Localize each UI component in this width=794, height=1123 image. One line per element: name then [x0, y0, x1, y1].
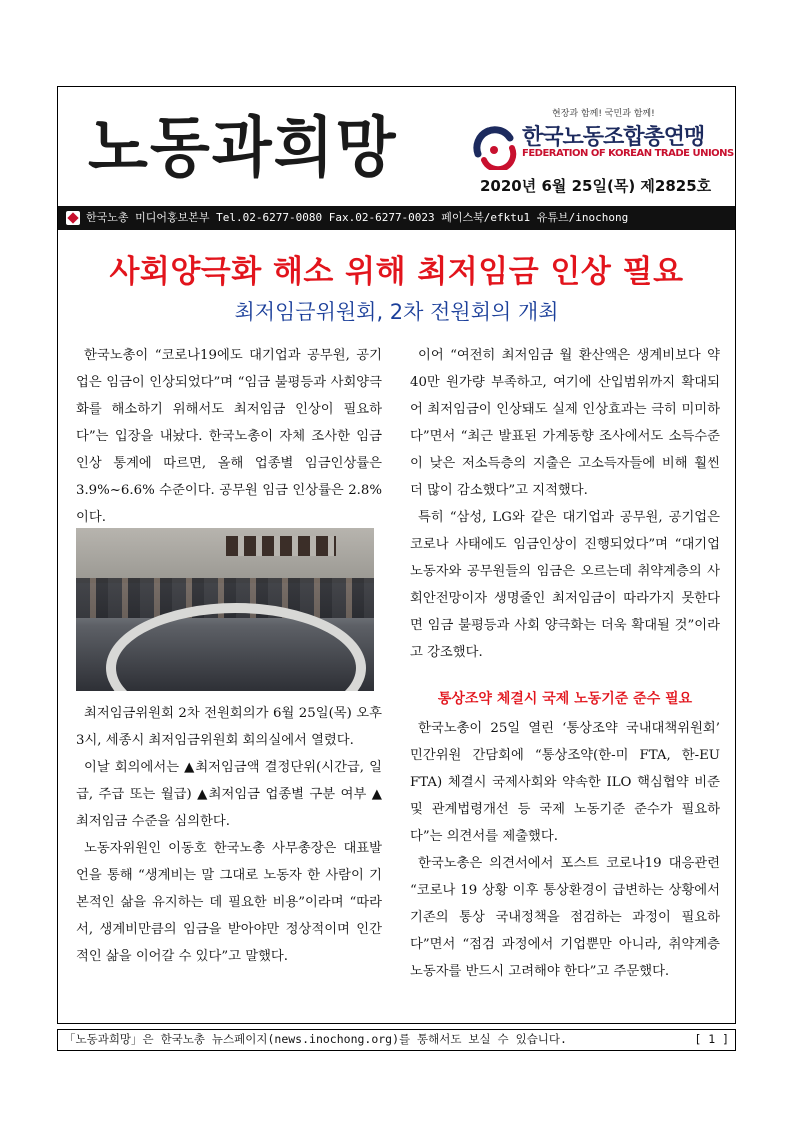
footer	[57, 1029, 736, 1051]
org-tagline: 현장과 함께! 국민과 함께!	[552, 109, 655, 119]
page-number: [ 1 ]	[694, 1032, 729, 1046]
footer-text: 「노동과희망」은 한국노총 뉴스페이지(news.inochong.org)를 통해서도 보실 수 있습니다.	[64, 1032, 567, 1046]
fktu-emblem-icon	[470, 120, 520, 170]
contact-info-text: 한국노총 미디어홍보본부 Tel.02-6277-0080 Fax.02-6277-0023 페이스북/efktu1 유튜브/inochong	[86, 211, 629, 224]
paragraph: 최저임금위원회 2차 전원회의가 6월 25일(목) 오후 3시, 세종시 최저임금위원회 회의실에서 열렸다.	[76, 706, 382, 748]
article-column-right-bottom	[410, 715, 720, 985]
headline: 사회양극화 해소 위해 최저임금 인상 필요	[109, 254, 684, 290]
article-column-right-top	[410, 342, 720, 666]
paragraph: 한국노총은 의견서에서 포스트 코로나19 대응관련 “코로나 19 상황 이후 통상환경이 급변하는 상황에서 기존의 통상 국내정책을 점검하는 과정이 필요하다”면서 “점검 과정에서 기업뿐만 아니라, 취약계층 노동자를 반드시 고려해야 한다”고 주문했다.	[410, 856, 720, 979]
paragraph: 이어 “여전히 최저임금 월 환산액은 생계비보다 약 40만 원가량 부족하고, 여기에 산입범위까지 확대되어 최저임금이 인상돼도 실제 인상효과는 극히 미미하다”면서 “최근 발표된 가계동향 조사에서도 소득수준이 낮은 저소득층의 지출은 고소득자들에 비해 훨씬 더 많이 감소했다”고 지적했다.	[410, 348, 720, 498]
paragraph: 한국노총이 “코로나19에도 대기업과 공무원, 공기업은 임금이 인상되었다”며 “임금 불평등과 사회양극화를 해소하기 위해서도 최저임금 인상이 필요하다”는 입장을 내놨다. 한국노총이 자체 조사한 임금인상 통계에 따르면, 올해 업종별 임금인상률은 3.9%~6.6% 수준이다. 공무원 임금 인상률은 2.8%이다.	[76, 348, 382, 525]
section-heading: 통상조약 체결시 국제 노동기준 준수 필요	[437, 691, 693, 707]
paragraph: 노동자위원인 이동호 한국노총 사무총장은 대표발언을 통해 “생계비는 말 그대로 노동자 한 사람이 기본적인 삶을 유지하는 데 필요한 비용”이라며 “따라서, 생계비만큼의 임금을 받아야만 정상적이며 인간적인 삶을 이어갈 수 있다”고 말했다.	[76, 841, 382, 964]
contact-info-bar	[58, 206, 735, 230]
org-name-english: FEDERATION OF KOREAN TRADE UNIONS	[522, 148, 734, 159]
article-column-left-bottom	[76, 700, 382, 970]
paragraph: 이날 회의에서는 ▲최저임금액 결정단위(시간급, 일급, 주급 또는 월급) ▲최저임금 업종별 구분 여부 ▲최저임금 수준을 심의한다.	[76, 760, 382, 829]
org-name: 한국노동조합총연맹	[522, 125, 705, 150]
newsletter-title: 노동과희망	[88, 109, 398, 186]
org-mark-icon	[66, 211, 80, 225]
photo-portraits	[226, 536, 336, 556]
paragraph: 특히 “삼성, LG와 같은 대기업과 공무원, 공기업은 코로나 사태에도 임금인상이 진행되었다”며 “대기업 노동자와 공무원들의 임금은 오르는데 취약계층의 사회안전망이자 생명줄인 최저임금이 따라가지 못한다면 임금 불평등과 사회 양극화는 더욱 확대될 것”이라고 강조했다.	[410, 510, 720, 660]
issue-date: 2020년 6월 25일(목) 제2825호	[480, 177, 712, 195]
meeting-photo	[76, 528, 374, 691]
article-column-left-top	[76, 342, 382, 531]
subheadline: 최저임금위원회, 2차 전원회의 개최	[234, 300, 559, 324]
paragraph: 한국노총이 25일 열린 ‘통상조약 국내대책위원회’ 민간위원 간담회에 “통상조약(한-미 FTA, 한-EU FTA) 체결시 국제사회와 약속한 ILO 핵심협약 비준 및 관계법령개선 등 국제 노동기준 준수가 필요하다”는 의견서를 제출했다.	[410, 721, 720, 844]
org-logo	[470, 106, 734, 170]
